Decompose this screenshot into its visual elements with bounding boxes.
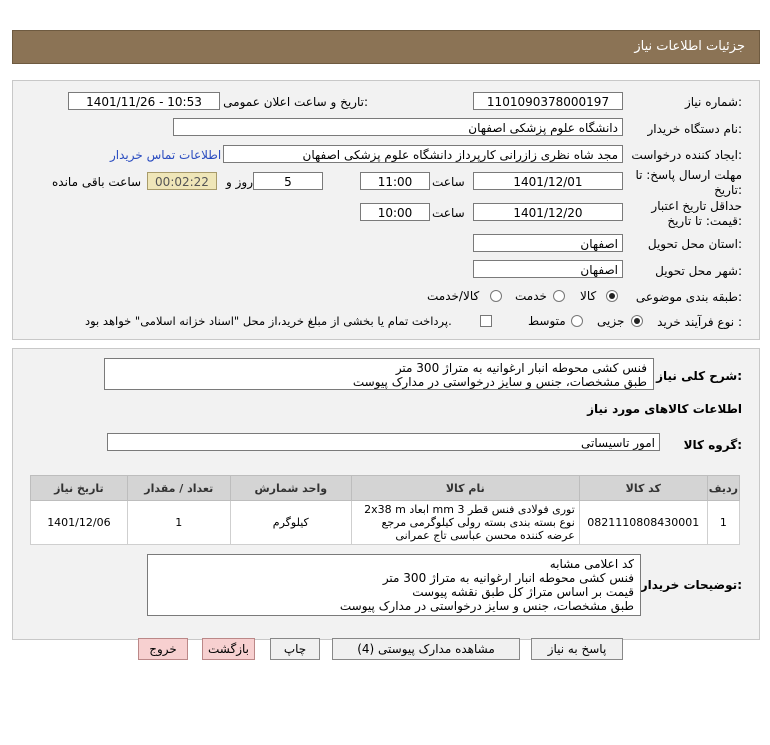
city-label: شهر محل تحویل: [655, 264, 742, 278]
announce-label: تاریخ و ساعت اعلان عمومی: [223, 95, 368, 109]
process-radio-medium[interactable] [571, 315, 583, 327]
province-label: استان محل تحویل: [647, 237, 742, 251]
treasury-payment-note: پرداخت تمام یا بخشی از مبلغ خرید،از محل "اسناد خزانه اسلامی" خواهد بود. [85, 314, 452, 328]
cell-qty: 1 [127, 501, 230, 545]
province-field: اصفهان [473, 234, 623, 252]
summary-label: شرح کلی نیاز: [656, 369, 742, 383]
print-button[interactable]: چاپ [270, 638, 320, 660]
category-option-goods: کالا [580, 289, 597, 303]
process-option-medium: متوسط [528, 314, 566, 328]
deadline-label: مهلت ارسال پاسخ: تا تاریخ: [635, 168, 742, 197]
need-number-field: 1101090378000197 [473, 92, 623, 110]
creator-field: مجد شاه نظری زازرانی کارپرداز دانشگاه علوم پزشکی اصفهان [223, 145, 623, 163]
remaining-label: ساعت باقی مانده [52, 175, 142, 189]
back-button[interactable]: بازگشت [202, 638, 255, 660]
page-title: جزئیات اطلاعات نیاز [634, 39, 745, 54]
col-row: ردیف [707, 476, 739, 501]
col-qty: تعداد / مقدار [127, 476, 230, 501]
cell-row: 1 [707, 501, 739, 545]
validity-time-field: 10:00 [360, 203, 430, 221]
summary-line: فنس کشی محوطه انبار ارغوانیه به متراژ 300 متر [395, 361, 647, 375]
buyer-notes-line: کد اعلامی مشابه [549, 557, 634, 571]
category-label: طبقه بندی موضوعی: [635, 290, 742, 304]
deadline-time-label: ساعت [432, 175, 465, 189]
goods-group-label: گروه کالا: [683, 438, 742, 452]
category-radio-goods[interactable] [606, 290, 618, 302]
goods-group-field: امور تاسیساتی [107, 433, 660, 451]
treasury-payment-checkbox[interactable] [480, 315, 492, 327]
deadline-date-field: 1401/12/01 [473, 172, 623, 190]
city-field: اصفهان [473, 260, 623, 278]
exit-button[interactable]: خروج [138, 638, 188, 660]
buyer-contact-link[interactable]: اطلاعات تماس خریدار [110, 148, 222, 162]
need-number-label: شماره نیاز: [684, 95, 742, 109]
goods-table-header [31, 476, 740, 501]
buyer-notes-textarea [147, 554, 641, 616]
process-radio-minor[interactable] [631, 315, 643, 327]
validity-label: حداقل تاریخ اعتبار قیمت: تا تاریخ: [651, 199, 742, 228]
goods-section-title: اطلاعات کالاهای مورد نیاز [587, 402, 742, 416]
summary-textarea [104, 358, 654, 390]
category-option-both: کالا/خدمت [427, 289, 480, 303]
validity-time-label: ساعت [432, 206, 465, 220]
days-field: 5 [253, 172, 323, 190]
cell-code: 0821110808430001 [579, 501, 707, 545]
announce-field: 1401/11/26 - 10:53 [68, 92, 220, 110]
table-row [31, 501, 740, 545]
days-label: روز و [226, 175, 253, 189]
validity-date-field: 1401/12/20 [473, 203, 623, 221]
category-option-service: خدمت [515, 289, 547, 303]
process-option-minor: جزیی [597, 314, 625, 328]
col-name: نام کالا [351, 476, 579, 501]
buyer-notes-line: قیمت بر اساس متراژ کل طبق نقشه پیوست [412, 585, 634, 599]
creator-label: ایجاد کننده درخواست: [631, 148, 742, 162]
remaining-timer: 00:02:22 [147, 172, 217, 190]
deadline-time-field: 11:00 [360, 172, 430, 190]
cell-date: 1401/12/06 [31, 501, 128, 545]
buyer-org-field: دانشگاه علوم پزشکی اصفهان [173, 118, 623, 136]
goods-table [30, 475, 740, 545]
cell-name: توری فولادی فنس قطر 3 mm ابعاد 2x38 m نوع بسته بندی بسته رولی کیلوگرمی مرجع عرضه کننده محسن عباسی تاج عمرانی [351, 501, 579, 545]
buyer-notes-line: فنس کشی محوطه انبار ارغوانیه به متراژ 300 متر [382, 571, 634, 585]
buyer-notes-line: طبق مشخصات، جنس و سایز درخواستی در مدارک پیوست [339, 599, 634, 613]
category-radio-both[interactable] [490, 290, 502, 302]
buyer-org-label: نام دستگاه خریدار: [647, 122, 742, 136]
process-label: نوع فرآیند خرید : [657, 315, 742, 329]
page-header [12, 30, 760, 64]
col-unit: واحد شمارش [230, 476, 351, 501]
buyer-notes-label: توضیحات خریدار: [640, 578, 742, 592]
view-attachments-button[interactable]: مشاهده مدارک پیوستی (4) [332, 638, 520, 660]
category-radio-service[interactable] [553, 290, 565, 302]
reply-button[interactable]: پاسخ به نیاز [531, 638, 623, 660]
col-code: کد کالا [579, 476, 707, 501]
col-date: تاریخ نیاز [31, 476, 128, 501]
cell-unit: کیلوگرم [230, 501, 351, 545]
summary-line: طبق مشخصات، جنس و سایز درخواستی در مدارک پیوست [352, 375, 647, 389]
